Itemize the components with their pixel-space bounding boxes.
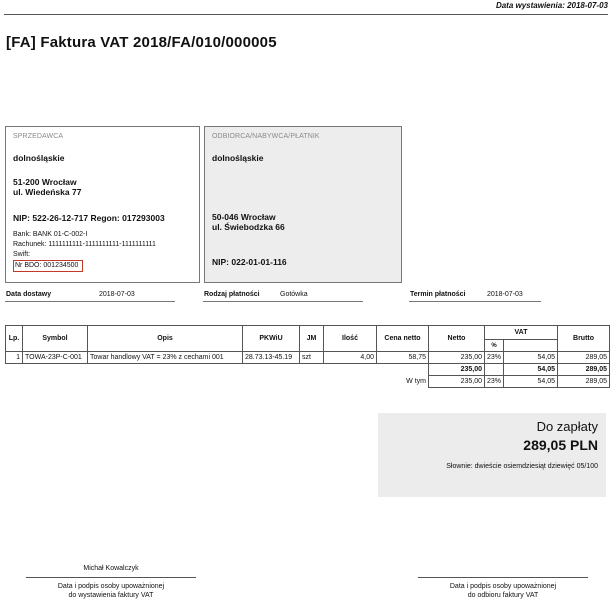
seller-bank: Bank: BANK 01-C-002-I (13, 231, 88, 238)
cell-jm: szt (300, 352, 324, 364)
header-vat: VAT (485, 326, 558, 340)
payment-term-label: Termin płatności (410, 291, 466, 298)
header-opis: Opis (88, 326, 243, 352)
cell-opis: Towar handlowy VAT = 23% z cechami 001 (88, 352, 243, 364)
wtym-label: W tym (406, 378, 426, 385)
amount-due-value: 289,05 PLN (523, 437, 598, 453)
payment-summary-box (378, 413, 606, 497)
buyer-address-line1: 50-046 Wrocław (212, 212, 276, 222)
seller-address-line2: ul. Wiedeńska 77 (13, 187, 82, 197)
payment-method-label: Rodzaj płatności (204, 291, 260, 298)
seller-heading: SPRZEDAWCA (13, 133, 64, 140)
payment-method-value: Gotówka (280, 291, 308, 298)
invoice-title: [FA] Faktura VAT 2018/FA/010/000005 (6, 34, 277, 51)
header-vat-pct: % (485, 340, 504, 352)
seller-swift: Swift: (13, 251, 31, 258)
issuer-name: Michał Kowalczyk (83, 565, 139, 572)
seller-nip-regon: NIP: 522-26-12-717 Regon: 017293003 (13, 213, 165, 223)
cell-vat: 54,05 (504, 352, 558, 364)
wtym-row (6, 376, 610, 388)
seller-box (5, 126, 200, 283)
seller-account: Rachunek: 1111111111-1111111111-1111111111 (13, 241, 156, 248)
delivery-date-label: Data dostawy (6, 291, 52, 298)
issuer-signature-line (26, 577, 196, 578)
cell-pkwiu: 28.73.13-45.19 (243, 352, 300, 364)
buyer-name: dolnośląskie (212, 153, 264, 163)
header-netto: Netto (429, 326, 485, 352)
cell-netto: 235,00 (429, 352, 485, 364)
buyer-heading: ODBIORCA/NABYWCA/PŁATNIK (212, 133, 320, 140)
issue-date: Data wystawienia: 2018-07-03 (495, 1, 608, 10)
items-table (5, 325, 610, 388)
seller-name: dolnośląskie (13, 153, 65, 163)
receiver-caption-1: Data i podpis osoby upoważnionej (449, 583, 557, 590)
cell-cena: 58,75 (377, 352, 429, 364)
total-brutto: 289,05 (558, 364, 610, 376)
table-row (6, 352, 610, 364)
amount-in-words: Słownie: dwieście osiemdziesiąt dziewięć 05/100 (446, 463, 598, 470)
seller-bdo: Nr BDO: 001234500 (13, 260, 83, 272)
issuer-caption-1: Data i podpis osoby upoważnionej (57, 583, 165, 590)
seller-address-line1: 51-200 Wrocław (13, 177, 77, 187)
header-cena: Cena netto (377, 326, 429, 352)
amount-due-label: Do zapłaty (536, 419, 598, 434)
cell-vat-pct: 23% (485, 352, 504, 364)
cell-brutto: 289,05 (558, 352, 610, 364)
header-vat-amount (504, 340, 558, 352)
header-pkwiu: PKWiU (243, 326, 300, 352)
header-ilosc: Ilość (324, 326, 377, 352)
receiver-signature-line (418, 577, 588, 578)
wtym-vat: 54,05 (504, 376, 558, 388)
payment-underline (203, 301, 363, 302)
buyer-nip: NIP: 022-01-01-116 (212, 257, 287, 267)
total-vat: 54,05 (504, 364, 558, 376)
cell-ilosc: 4,00 (324, 352, 377, 364)
cell-lp: 1 (6, 352, 23, 364)
term-underline (409, 301, 541, 302)
header-brutto: Brutto (558, 326, 610, 352)
header-symbol: Symbol (23, 326, 88, 352)
total-netto: 235,00 (429, 364, 485, 376)
wtym-netto: 235,00 (429, 376, 485, 388)
header-divider (4, 14, 608, 15)
buyer-box (204, 126, 402, 283)
wtym-brutto: 289,05 (558, 376, 610, 388)
delivery-underline (5, 301, 175, 302)
totals-row (6, 364, 610, 376)
payment-term-value: 2018-07-03 (487, 291, 523, 298)
cell-symbol: TOWA-23P-C-001 (23, 352, 88, 364)
wtym-vat-pct: 23% (485, 376, 504, 388)
issuer-caption-2: do wystawienia faktury VAT (68, 592, 154, 599)
header-jm: JM (300, 326, 324, 352)
buyer-address-line2: ul. Świebodzka 66 (212, 222, 285, 232)
delivery-date-value: 2018-07-03 (99, 291, 135, 298)
receiver-caption-2: do odbioru faktury VAT (467, 592, 539, 599)
header-lp: Lp. (6, 326, 23, 352)
